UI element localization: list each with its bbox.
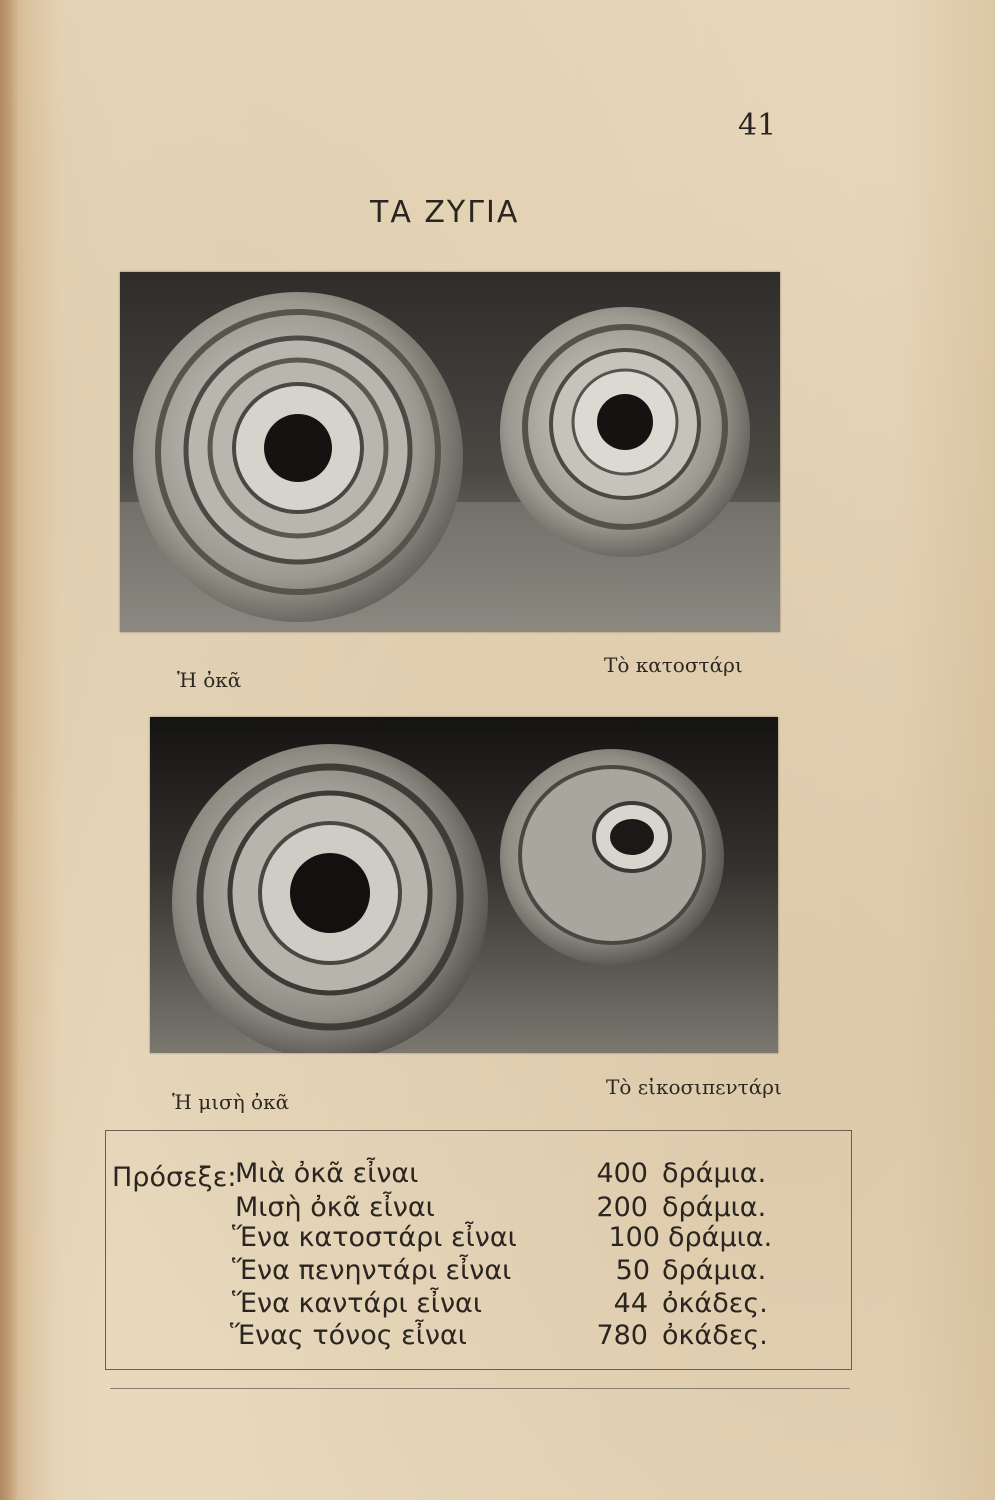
note-row-text: Ἕνας τόνος εἶναι (230, 1320, 467, 1351)
caption-oka: Ἡ ὀκᾶ (177, 668, 242, 692)
page-spine-shadow (0, 0, 18, 1500)
note-row-unit: δράμια. (662, 1158, 767, 1189)
note-row-text: Μισὴ ὀκᾶ εἶναι (235, 1192, 435, 1223)
note-underline (110, 1388, 850, 1389)
note-row-text: Ἕνα κατοστάρι εἶναι (232, 1222, 517, 1253)
note-row-amount: 400 (596, 1158, 648, 1189)
caption-misi-oka: Ἡ μισὴ ὀκᾶ (172, 1090, 290, 1114)
note-row-amount: 50 (615, 1255, 650, 1286)
note-row-amount: 780 (596, 1320, 648, 1351)
note-row-unit: ὀκάδες. (662, 1288, 768, 1319)
photo-misi-oka-and-eikosipentari (150, 717, 778, 1053)
page-number: 41 (738, 108, 777, 143)
note-row-amount: 44 (613, 1288, 648, 1319)
note-label: Πρόσεξε: (112, 1162, 237, 1193)
note-row-unit: δράμια. (662, 1255, 767, 1286)
note-row-unit: δράμια. (662, 1192, 767, 1223)
caption-katostari: Τὸ κατοστάρι (604, 653, 743, 677)
note-row-amount: 200 (596, 1192, 648, 1223)
note-row-unit: ὀκάδες. (662, 1320, 768, 1351)
note-row-unit: δράμια. (668, 1222, 773, 1253)
photo-oka-and-katostari (120, 272, 780, 632)
caption-eikosipentari: Τὸ εἰκοσιπεντάρι (606, 1075, 782, 1099)
note-row-text: Ἕνα καντάρι εἶναι (232, 1288, 482, 1319)
page-title: ΤΑ ΖΥΓΙΑ (370, 195, 520, 230)
note-row-text: Μιὰ ὀκᾶ εἶναι (235, 1158, 419, 1189)
note-row-amount: 100 (608, 1222, 660, 1253)
note-row-text: Ἕνα πενηντάρι εἶναι (232, 1255, 512, 1286)
